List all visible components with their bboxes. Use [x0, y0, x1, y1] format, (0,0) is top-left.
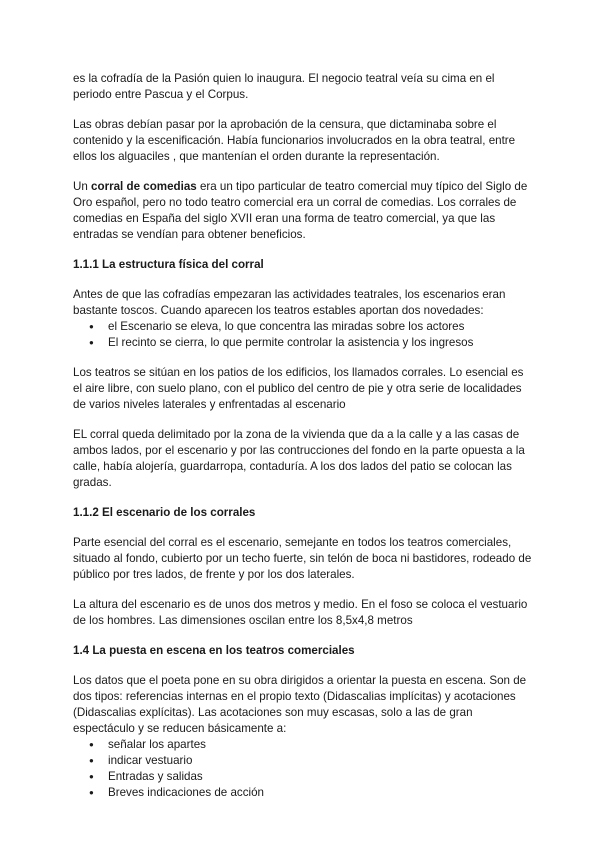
list-item: ● indicar vestuario	[108, 753, 533, 769]
paragraph: es la cofradía de la Pasión quien lo inaugura. El negocio teatral veía su cima en el periodo entre Pascua y el Corpus.	[73, 72, 495, 101]
paragraph	[73, 179, 533, 243]
section-heading: 1.1.1 La estructura física del corral	[73, 258, 264, 271]
text-span: Un	[73, 180, 92, 193]
text-span: era un tipo particular de teatro comercial muy típico del Siglo de Oro español, pero no todo teatro comercial era un corral de comedias. Los corrales de comedias en España del siglo XVII eran una forma de teatro comercial, ya que las entradas se vendían para obtener beneficios.	[73, 180, 528, 241]
paragraph: La altura del escenario es de unos dos metros y medio. En el foso se coloca el vestuario de los hombres. Las dimensiones oscilan entre los 8,5x4,8 metros	[73, 598, 528, 627]
bold-term: corral de comedias	[91, 180, 197, 193]
paragraph: Los datos que el poeta pone en su obra dirigidos a orientar la puesta en escena. Son de dos tipos: referencias internas en el propio texto (Didascalias implícitas) y acotaciones (Didascalias explícitas). Las acotaciones son muy escasas, solo a las de gran espectáculo y se reducen básicamente a:	[73, 674, 527, 735]
list-item: ● Entradas y salidas	[108, 769, 533, 785]
paragraph: EL corral queda delimitado por la zona de la vivienda que da a la calle y a las casas de ambos lados, por el escenario y por las contrucciones del fondo en la parte opuesta a la calle, había alojería, guardarropa, contaduría. A los dos lados del patio se colocan las gradas.	[73, 428, 525, 489]
paragraph: Antes de que las cofradías empezaran las actividades teatrales, los escenarios eran bastante toscos. Cuando aparecen los teatros estables aportan dos novedades:	[73, 288, 506, 317]
list-item: ● El recinto se cierra, lo que permite controlar la asistencia y los ingresos	[108, 335, 533, 351]
paragraph: Los teatros se sitúan en los patios de los edificios, los llamados corrales. Lo esencial es el aire libre, con suelo plano, con el publico del centro de pie y otra serie de localidades de varios niveles laterales y enfrentadas al escenario	[73, 366, 524, 411]
document-body	[73, 71, 533, 815]
bullet-list	[73, 319, 533, 351]
bullet-list	[73, 737, 533, 801]
paragraph: Parte esencial del corral es el escenario, semejante en todos los teatros comerciales, situado al fondo, cubierto por un techo fuerte, sin telón de boca ni bastidores, rodeado de público por tres lados, de frente y por los dos laterales.	[73, 536, 532, 581]
paragraph: Las obras debían pasar por la aprobación de la censura, que dictaminaba sobre el contenido y la escenificación. Había funcionarios involucrados en la obra teatral, entre ellos los alguaciles , que mantenían el orden durante la representación.	[73, 118, 516, 163]
list-item: ● Breves indicaciones de acción	[108, 785, 533, 801]
list-item: ● el Escenario se eleva, lo que concentra las miradas sobre los actores	[108, 319, 533, 335]
section-heading: 1.1.2 El escenario de los corrales	[73, 506, 256, 519]
list-item: ● señalar los apartes	[108, 737, 533, 753]
section-heading: 1.4 La puesta en escena en los teatros comerciales	[73, 644, 355, 657]
